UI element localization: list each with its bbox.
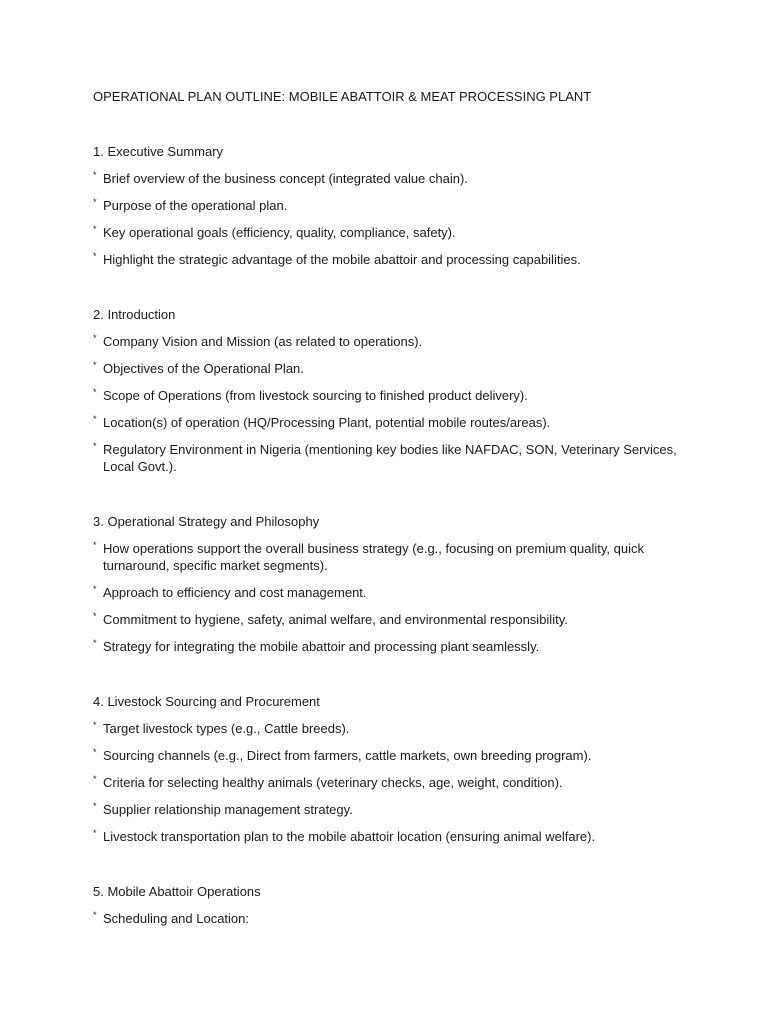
section-heading: 5. Mobile Abattoir Operations: [93, 884, 261, 899]
bullet-mark-icon: *: [93, 441, 97, 451]
bullet-mark-icon: *: [93, 910, 97, 920]
section-3: [93, 513, 683, 655]
bullet-text: Key operational goals (efficiency, quality, compliance, safety).: [103, 225, 456, 240]
bullet-item: [93, 910, 683, 927]
section-4: [93, 693, 683, 845]
bullet-mark-icon: *: [93, 720, 97, 730]
document-title: OPERATIONAL PLAN OUTLINE: MOBILE ABATTOIR & MEAT PROCESSING PLANT: [93, 89, 592, 104]
section-heading: 1. Executive Summary: [93, 144, 224, 159]
bullet-item: [93, 197, 683, 214]
bullet-item: [93, 774, 683, 791]
bullet-item: [93, 638, 683, 655]
section-2: [93, 306, 683, 475]
bullet-text: Scope of Operations (from livestock sourcing to finished product delivery).: [103, 388, 528, 403]
bullet-item: [93, 720, 683, 737]
bullet-mark-icon: *: [93, 584, 97, 594]
bullet-item: [93, 747, 683, 764]
document-body: [93, 88, 683, 937]
bullet-mark-icon: *: [93, 251, 97, 261]
bullet-item: [93, 540, 683, 574]
bullet-text: Approach to efficiency and cost management.: [103, 585, 367, 600]
bullet-item: [93, 828, 683, 845]
bullet-mark-icon: *: [93, 828, 97, 838]
bullet-item: [93, 360, 683, 377]
bullet-mark-icon: *: [93, 170, 97, 180]
bullet-text: Livestock transportation plan to the mobile abattoir location (ensuring animal welfare).: [103, 829, 596, 844]
bullet-text: Strategy for integrating the mobile abattoir and processing plant seamlessly.: [103, 639, 540, 654]
bullet-text: Location(s) of operation (HQ/Processing Plant, potential mobile routes/areas).: [103, 415, 551, 430]
bullet-text: Target livestock types (e.g., Cattle breeds).: [103, 721, 350, 736]
bullet-item: [93, 414, 683, 431]
bullet-item: [93, 611, 683, 628]
bullet-mark-icon: *: [93, 333, 97, 343]
bullet-text: Company Vision and Mission (as related to operations).: [103, 334, 423, 349]
bullet-item: [93, 387, 683, 404]
bullet-text: Criteria for selecting healthy animals (veterinary checks, age, weight, condition).: [103, 775, 563, 790]
bullet-mark-icon: *: [93, 638, 97, 648]
bullet-text: Purpose of the operational plan.: [103, 198, 288, 213]
bullet-text: How operations support the overall business strategy (e.g., focusing on premium quality, quick turnaround, specific market segments).: [103, 541, 644, 573]
section-heading: 4. Livestock Sourcing and Procurement: [93, 694, 320, 709]
bullet-item: [93, 441, 683, 475]
bullet-item: [93, 801, 683, 818]
bullet-mark-icon: *: [93, 360, 97, 370]
bullet-item: [93, 251, 683, 268]
bullet-item: [93, 170, 683, 187]
bullet-text: Sourcing channels (e.g., Direct from farmers, cattle markets, own breeding program).: [103, 748, 592, 763]
bullet-text: Highlight the strategic advantage of the mobile abattoir and processing capabilities.: [103, 252, 581, 267]
bullet-mark-icon: *: [93, 540, 97, 550]
section-heading: 3. Operational Strategy and Philosophy: [93, 514, 320, 529]
bullet-mark-icon: *: [93, 774, 97, 784]
bullet-mark-icon: *: [93, 801, 97, 811]
bullet-text: Commitment to hygiene, safety, animal welfare, and environmental responsibility.: [103, 612, 568, 627]
section-5: [93, 883, 683, 927]
bullet-text: Scheduling and Location:: [103, 911, 250, 926]
bullet-mark-icon: *: [93, 747, 97, 757]
bullet-text: Brief overview of the business concept (integrated value chain).: [103, 171, 468, 186]
bullet-text: Objectives of the Operational Plan.: [103, 361, 304, 376]
bullet-text: Supplier relationship management strategy.: [103, 802, 353, 817]
bullet-mark-icon: *: [93, 414, 97, 424]
bullet-mark-icon: *: [93, 197, 97, 207]
bullet-item: [93, 584, 683, 601]
bullet-mark-icon: *: [93, 224, 97, 234]
bullet-text: Regulatory Environment in Nigeria (mentioning key bodies like NAFDAC, SON, Veterinary Services, Local Govt.).: [103, 442, 677, 474]
bullet-mark-icon: *: [93, 611, 97, 621]
bullet-item: [93, 333, 683, 350]
bullet-mark-icon: *: [93, 387, 97, 397]
section-1: [93, 143, 683, 268]
section-heading: 2. Introduction: [93, 307, 176, 322]
sections-container: [93, 143, 683, 927]
bullet-item: [93, 224, 683, 241]
